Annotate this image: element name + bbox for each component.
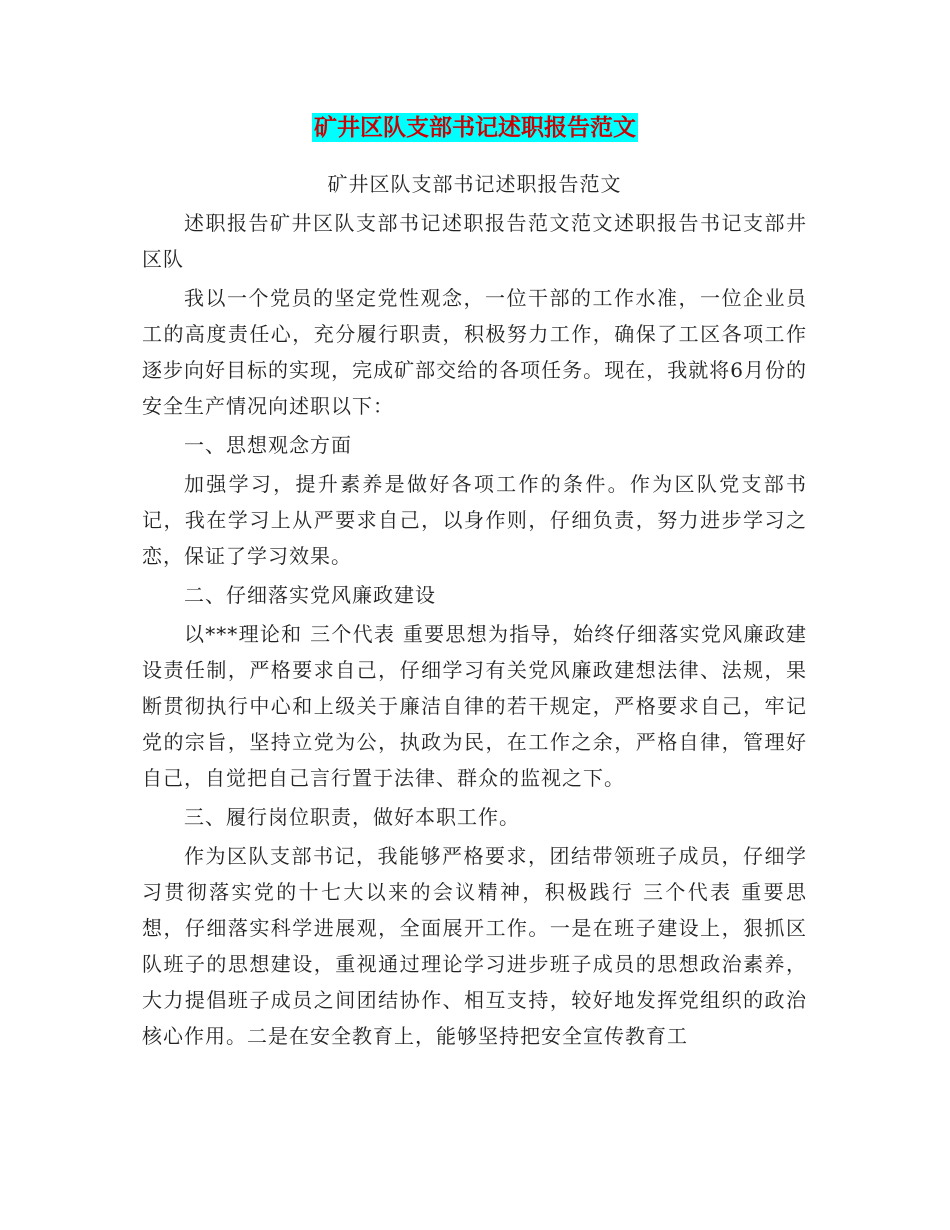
document-title — [0, 112, 950, 144]
section-3-paragraph: 作为区队支部书记，我能够严格要求，团结带领班子成员，仔细学习贯彻落实党的十七大以来的会议精神，积极践行 三个代表 重要思想，仔细落实科学进展观，全面展开工作。一是在班子建设上，狠抓区队班子的思想建设，重视通过理论学习进步班子成员的思想政治素养，大力提倡班子成员之间团结协作、相互支持，较好地发挥党组织的政治核心作用。二是在安全教育上，能够坚持把安全宣传教育工 — [142, 844, 807, 1048]
document-body — [142, 166, 807, 1057]
section-heading-3: 三、履行岗位职责，做好本职工作。 — [184, 805, 520, 829]
section-1-paragraph: 加强学习，提升素养是做好各项工作的条件。作为区队党支部书记，我在学习上从严要求自己，以身作则，仔细负责，努力进步学习之恋，保证了学习效果。 — [142, 472, 807, 568]
intro-paragraph: 我以一个党员的坚定党性观念，一位干部的工作水准，一位企业员工的高度责任心，充分履行职责，积极努力工作，确保了工区各项工作逐步向好目标的实现，完成矿部交给的各项任务。现在，我就将6月份的安全生产情况向述职以下： — [142, 286, 807, 418]
document-subtitle: 矿井区队支部书记述职报告范文 — [327, 172, 622, 196]
document-title-text: 矿井区队支部书记述职报告范文 — [314, 114, 636, 141]
section-heading-2: 二、仔细落实党风廉政建设 — [184, 583, 436, 607]
section-heading-1: 一、思想观念方面 — [184, 433, 352, 457]
section-2-paragraph: 以***理论和 三个代表 重要思想为指导，始终仔细落实党风廉政建设责任制，严格要求自己，仔细学习有关党风廉政建想法律、法规，果断贯彻执行中心和上级关于廉洁自律的若干规定，严格要求自己，牢记党的宗旨，坚持立党为公，执政为民，在工作之余，严格自律，管理好自己，自觉把自己言行置于法律、群众的监视之下。 — [142, 622, 807, 790]
keywords-paragraph: 述职报告矿井区队支部书记述职报告范文范文述职报告书记支部井区队 — [142, 211, 807, 271]
